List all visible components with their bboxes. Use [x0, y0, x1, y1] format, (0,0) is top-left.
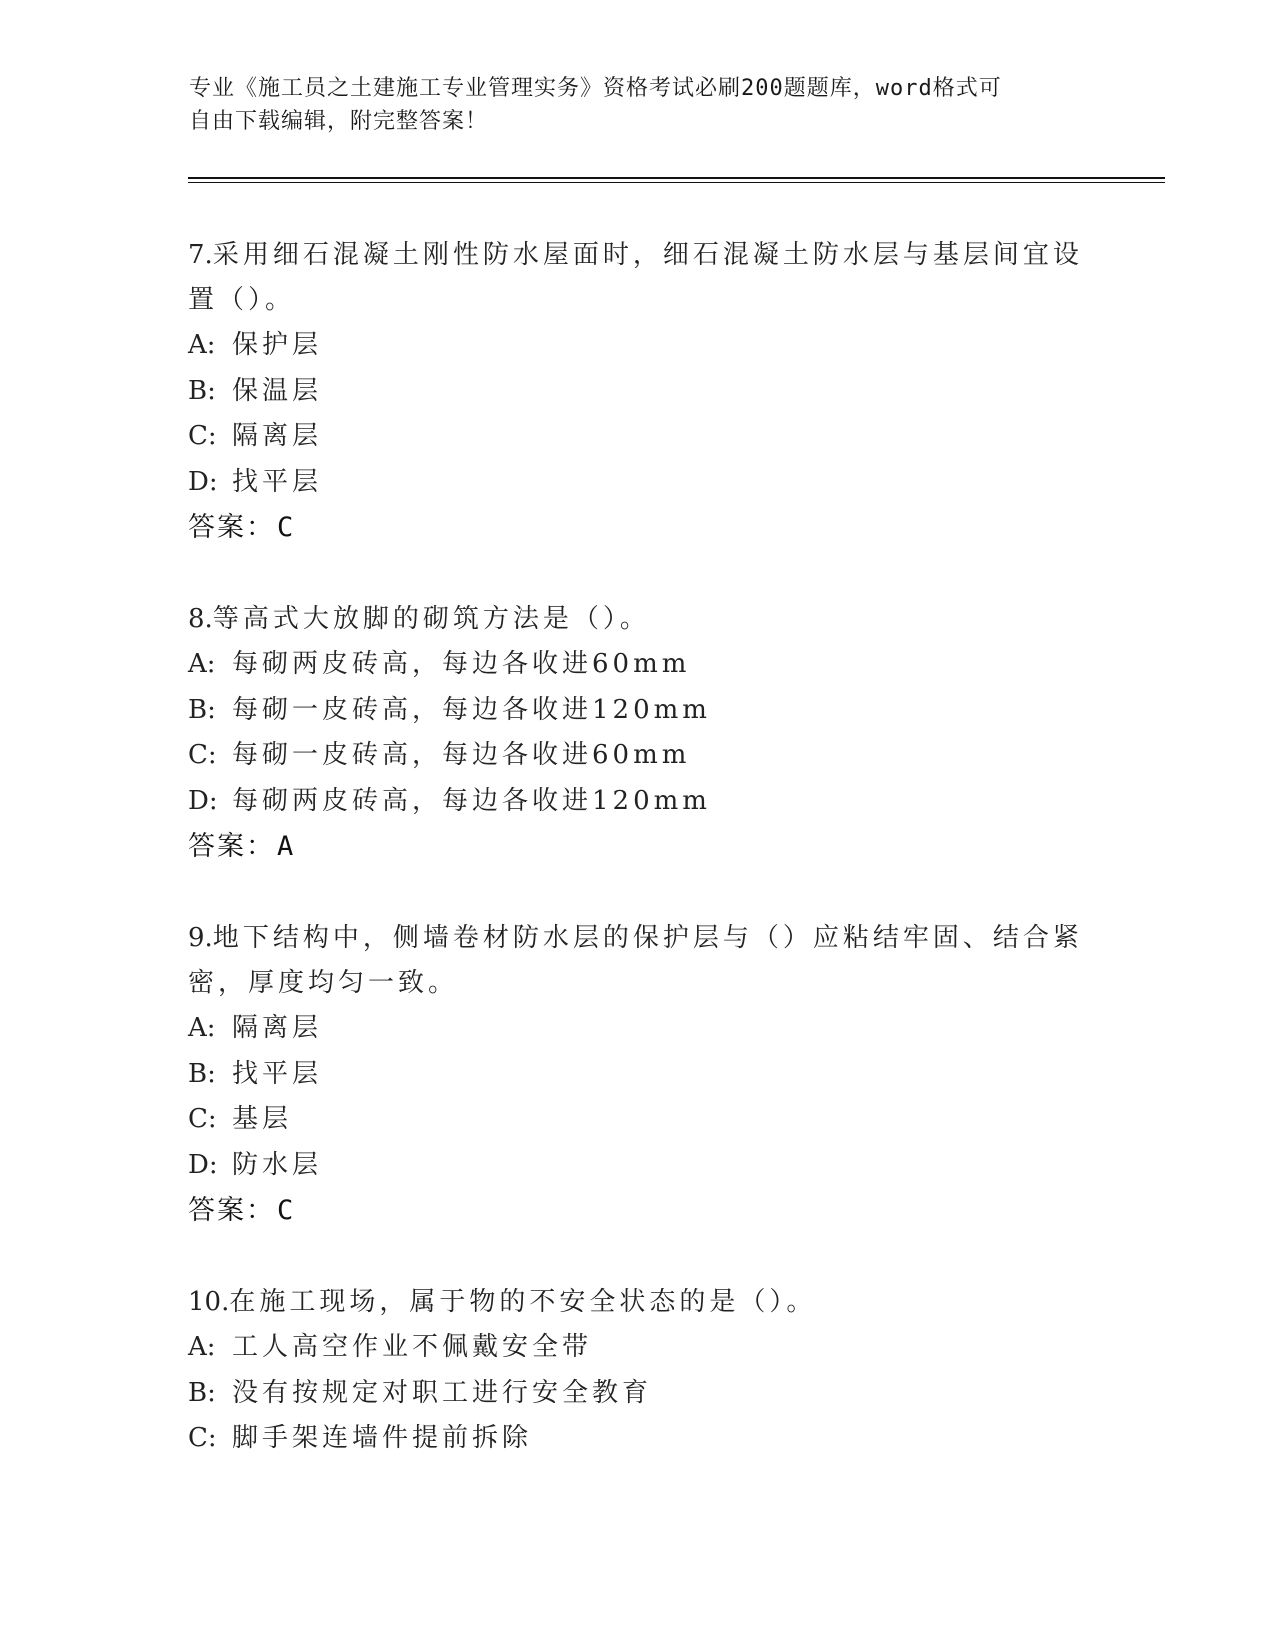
header-divider-thin [188, 182, 1165, 183]
option-text: 隔离层 [232, 421, 323, 451]
option-text: 找平层 [232, 1058, 323, 1089]
option-letter: D: [188, 1149, 218, 1180]
option-d [188, 1143, 1088, 1189]
question-number: 9. [188, 923, 213, 953]
question-stem-line-1: 在施工现场，属于物的不安全状态的是（）。 [229, 1287, 817, 1317]
question-stem-line-1: 地下结构中，侧墙卷材防水层的保护层与（）应粘结牢固、结合紧 [212, 923, 1083, 953]
option-a [188, 642, 1088, 688]
answer-line [188, 1188, 1088, 1234]
option-letter: D: [188, 466, 218, 497]
question-stem [188, 597, 1088, 642]
answer-label: 答案： [188, 512, 275, 543]
option-text: 工人高空作业不佩戴安全带 [232, 1332, 593, 1362]
option-text: 每砌两皮砖高，每边各收进60mm [232, 649, 691, 679]
answer-value: C [277, 1195, 296, 1226]
option-text: 找平层 [232, 466, 323, 497]
option-c [188, 1097, 1088, 1143]
option-text: 隔离层 [232, 1013, 323, 1043]
option-letter: A: [188, 1013, 216, 1043]
question-number: 10. [188, 1287, 230, 1317]
option-b [188, 369, 1088, 415]
option-text: 没有按规定对职工进行安全教育 [232, 1377, 653, 1408]
option-letter: C: [188, 421, 217, 451]
option-c [188, 1416, 1088, 1462]
answer-value: C [277, 512, 296, 543]
option-letter: C: [188, 1423, 217, 1453]
option-d [188, 460, 1088, 506]
answer-label: 答案： [188, 831, 275, 862]
answer-line [188, 505, 1088, 551]
option-letter: D: [188, 785, 218, 816]
header-divider-thick [188, 177, 1165, 179]
question-stem-line-2: 置（）。 [188, 285, 296, 315]
option-text: 保护层 [232, 330, 323, 360]
question-8 [188, 597, 1088, 870]
option-letter: B: [188, 1058, 216, 1089]
option-letter: B: [188, 694, 216, 725]
question-stem [188, 916, 1088, 961]
option-c [188, 414, 1088, 460]
option-b [188, 688, 1088, 734]
option-b [188, 1371, 1088, 1417]
option-b [188, 1052, 1088, 1098]
question-number: 7. [188, 240, 213, 270]
option-letter: C: [188, 1104, 217, 1134]
option-c [188, 733, 1088, 779]
question-stem-line-2: 密，厚度均匀一致。 [188, 968, 459, 998]
question-9 [188, 916, 1088, 1234]
option-text: 每砌一皮砖高，每边各收进120mm [232, 694, 711, 725]
option-letter: B: [188, 1377, 216, 1408]
option-letter: A: [188, 330, 216, 360]
question-number: 8. [188, 604, 213, 634]
answer-label: 答案： [188, 1195, 275, 1226]
option-letter: B: [188, 375, 216, 406]
option-d [188, 779, 1088, 825]
answer-line [188, 824, 1088, 870]
question-stem [188, 1280, 1088, 1325]
option-text: 每砌两皮砖高，每边各收进120mm [232, 785, 711, 816]
question-list [188, 233, 1088, 1508]
question-stem [188, 233, 1088, 278]
question-10 [188, 1280, 1088, 1462]
option-a [188, 1006, 1088, 1052]
document-header [189, 72, 1089, 138]
option-a [188, 1325, 1088, 1371]
question-7 [188, 233, 1088, 551]
option-a [188, 323, 1088, 369]
option-text: 每砌一皮砖高，每边各收进60mm [232, 740, 691, 770]
option-text: 保温层 [232, 375, 323, 406]
header-line-1: 专业《施工员之土建施工专业管理实务》资格考试必刷200题题库，word格式可 [189, 76, 1002, 101]
header-line-2: 自由下载编辑，附完整答案！ [189, 109, 489, 134]
question-stem-line-1: 等高式大放脚的砌筑方法是（）。 [212, 604, 650, 634]
option-text: 基层 [232, 1104, 293, 1134]
option-letter: A: [188, 1332, 216, 1362]
question-stem-line-1: 采用细石混凝土刚性防水屋面时，细石混凝土防水层与基层间宜设 [212, 240, 1083, 270]
option-letter: C: [188, 740, 217, 770]
option-text: 脚手架连墙件提前拆除 [232, 1423, 533, 1453]
option-text: 防水层 [232, 1149, 323, 1180]
option-letter: A: [188, 649, 216, 679]
answer-value: A [277, 831, 296, 862]
